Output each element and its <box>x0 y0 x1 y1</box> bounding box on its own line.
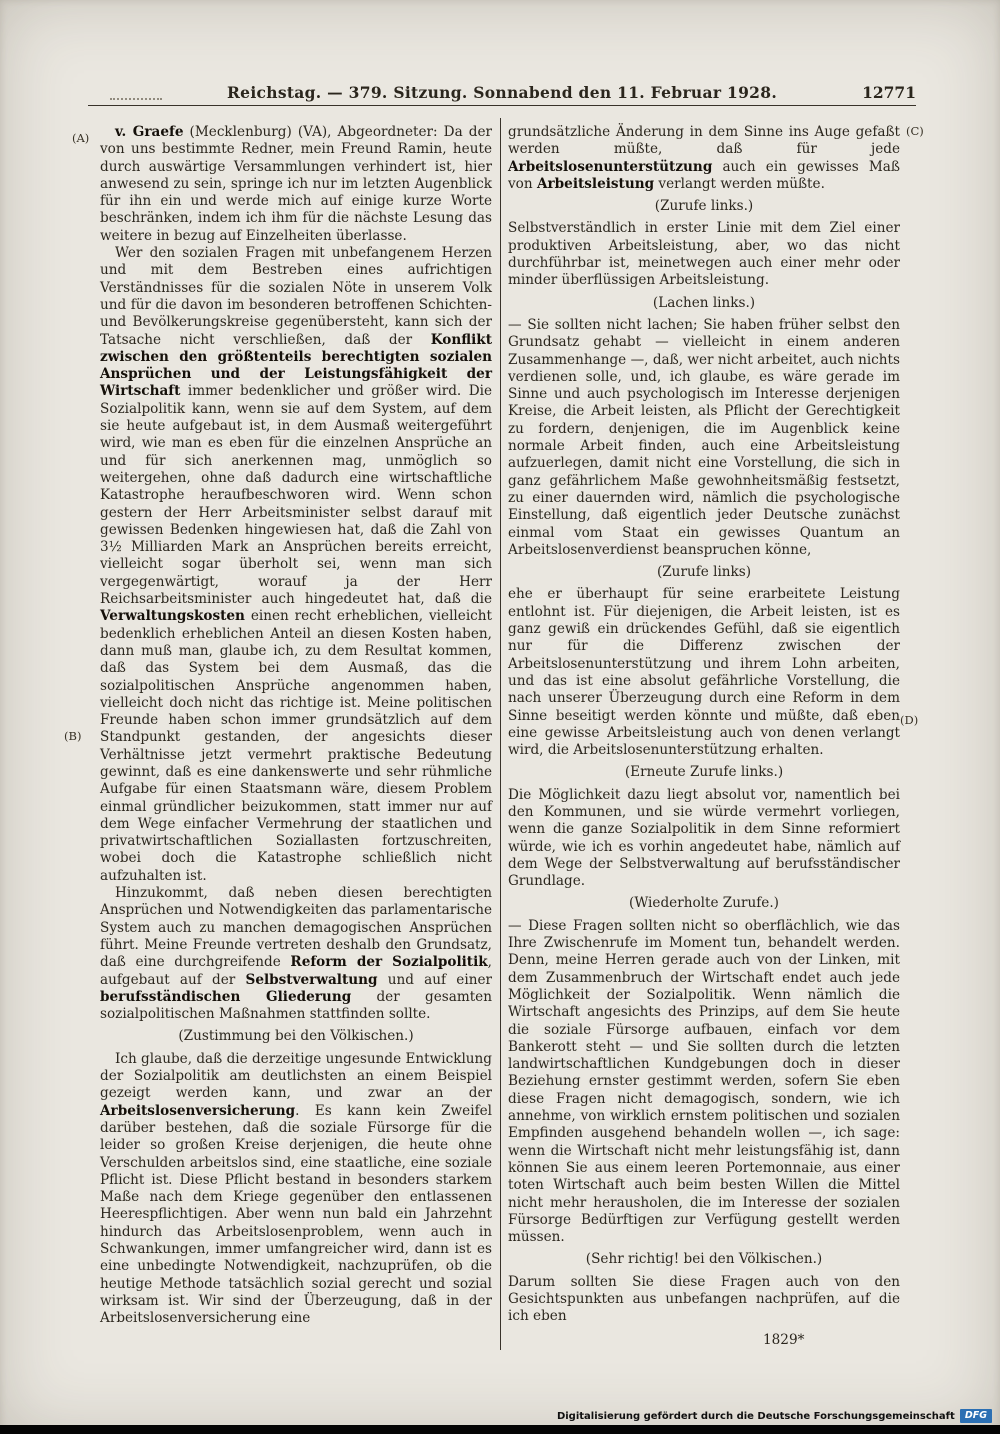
paragraph: Selbstverständlich in erster Linie mit dem Ziel einer produktiven Arbeitsleistung, aber, wo das nicht durchführbar ist, meinetwegen auch einer mehr oder minder überflüssigen Arbeitsleistung. <box>508 220 900 289</box>
interjection: (Zustimmung bei den Völkischen.) <box>178 1028 414 1045</box>
bottom-black-bar <box>0 1425 1000 1434</box>
page-header-title: Reichstag. — 379. Sitzung. Sonnabend den 11. Februar 1928. <box>226 83 778 102</box>
digitization-credit-text: Digitalisierung gefördert durch die Deutsche Forschungsgemeinschaft <box>556 1410 955 1422</box>
paragraph: — Sie sollten nicht lachen; Sie haben früher selbst den Grundsatz gehabt — vielleicht in einem anderen Zusammenhange —, daß, wer nicht arbeitet, auch nichts verdienen solle, und, ich glaube, es wäre gerade im Sinne und auch psychologisch im Interesse derjenigen Kreise, die Arbeit leisten, als Pflicht der Gerechtigkeit zu fordern, denjenigen, die im Augenblick keine normale Arbeit finden, auch eine Arbeitsleistung aufzuerlegen, damit nicht eine Vorstellung, die sich in ganz gefährlichem Maße gewohnheitsmäßig festsetzt, zu einer dauernden wird, nämlich die psychologische Einstellung, daß eigentlich jeder Deutsche zunächst einmal vom Staat ein gewisses Quantum an Arbeitslosenverdienst beanspruchen könne, <box>508 316 900 558</box>
paragraph: v. Graefe (Mecklenburg) (VA), Abgeordneter: Da der von uns bestimmte Redner, mein Freund Ramin, heute durch auswärtige Versammlungen verhindert ist, hier anwesend zu sein, springe ich nur im letzten Augenblick für ihn ein und werde mich auf einige kurze Worte beschränken, indem ich ihm für die nächste Lesung das weitere in bezug auf Einzelheiten überlasse. <box>100 124 492 244</box>
column-divider <box>500 118 501 1350</box>
margin-label-d: (D) <box>900 713 919 727</box>
margin-label-b: (B) <box>64 729 82 743</box>
interjection: (Zurufe links) <box>656 564 752 581</box>
interjection: (Wiederholte Zurufe.) <box>629 895 779 912</box>
paragraph: Darum sollten Sie diese Fragen auch von den Gesichtspunkten aus unbefangen nachprüfen, auf die ich eben <box>508 1273 900 1325</box>
paragraph: Hinzukommt, daß neben diesen berechtigten Ansprüchen und Notwendigkeiten das parlamentarische System auch zu manchen demagogischen Ansprüchen führt. Meine Freunde vertreten deshalb den Grundsatz, daß eine durchgreifende Reform der Sozialpolitik, aufgebaut auf der Selbstverwaltung und auf einer berufsständischen Gliederung der gesamten sozialpolitischen Maßnahmen stattfinden sollte. <box>100 885 492 1023</box>
margin-label-a: (A) <box>72 131 90 145</box>
left-column <box>100 124 492 1327</box>
digitization-credit-row <box>557 1409 992 1423</box>
interjection: (Erneute Zurufe links.) <box>624 764 784 781</box>
paragraph: grundsätzliche Änderung in dem Sinne ins Auge gefaßt werden müßte, daß für jede Arbeitslosenunterstützung auch ein gewisses Maß von Arbeitsleistung verlangt werden müßte. <box>508 124 900 192</box>
paragraph: Ich glaube, daß die derzeitige ungesunde Entwicklung der Sozialpolitik am deutlichsten an einem Beispiel gezeigt werden kann, und zwar an der Arbeitslosenversicherung. Es kann kein Zweifel darüber bestehen, daß die soziale Fürsorge für die leider so großen Kreise derjenigen, die heute ohne Verschulden arbeitslos sind, eine staatliche, eine soziale Pflicht ist. Diese Pflicht bestand in besonders starkem Maße nach dem Kriege gegenüber den entlassenen Heerespflichtigen. Aber wenn nun bald ein Jahrzehnt hindurch das Arbeitslosenproblem, wenn auch in Schwankungen, immer umfangreicher wird, dann ist es eine unbedingte Notwendigkeit, nachzuprüfen, ob die heutige Methode tatsächlich sozial gerecht und sozial wirksam ist. Wir sind der Überzeugung, daß in der Arbeitslosenversicherung eine <box>100 1050 493 1327</box>
catchword: 1829* <box>763 1331 805 1348</box>
scan-artifact <box>110 98 162 100</box>
page-number: 12771 <box>862 83 916 102</box>
interjection: (Zurufe links.) <box>654 198 754 215</box>
right-column <box>508 124 900 1349</box>
dfg-logo: DFG <box>960 1409 992 1423</box>
interjection: (Lachen links.) <box>652 294 756 311</box>
paragraph: Die Möglichkeit dazu liegt absolut vor, namentlich bei den Kommunen, und sie würde vermehrt vorliegen, wenn die ganze Sozialpolitik in dem Sinne reformiert würde, wie ich es vorhin angedeutet habe, nämlich auf dem Wege der Selbstverwaltung auf berufsständischer Grundlage. <box>508 786 900 890</box>
paragraph: ehe er überhaupt für seine erarbeitete Leistung entlohnt ist. Für diejenigen, die Arbeit leisten, ist es ganz gewiß ein drückendes Gefühl, daß sie eigentlich nur für die Differenz zwischen der Arbeitslosenunterstützung und ihrem Lohn arbeiten, und das ist eine absolut gefährliche Vorstellung, die nach unserer Überzeugung durch eine Reform in dem Sinne beseitigt werden könnte und müßte, daß eben eine gewisse Arbeitsleistung auch von denen verlangt wird, die Arbeitslosenunterstützung erhalten. <box>508 586 900 759</box>
paragraph: — Diese Fragen sollten nicht so oberflächlich, wie das Ihre Zwischenrufe im Moment tun, behandelt werden. Denn, meine Herren gerade auch von der Linken, mit dem Zusammenbruch der Wirtschaft endet auch jede Möglichkeit der Sozialpolitik. Wenn nämlich die Wirtschaft angesichts des Prinzips, auf dem Sie heute die soziale Fürsorge aufbauen, einfach vor dem Bankerott steht — und Sie sollten durch die letzten landwirtschaftlichen Kundgebungen doch in dieser Beziehung ernster gestimmt werden, sofern Sie eben diese Fragen nicht demagogisch, sondern, wie ich annehme, von wirklich ernstem politischen und sozialen Empfinden ausgehend behandeln wollen —, ich sage: wenn die Wirtschaft nicht mehr leistungsfähig ist, dann können Sie aus einem leeren Portemonnaie, aus einer toten Wirtschaft auch beim besten Willen die Mittel nicht mehr herausholen, die im Interesse der sozialen Fürsorge Bedürftigen zur Verfügung gestellt werden müssen. <box>508 917 900 1246</box>
paragraph: Wer den sozialen Fragen mit unbefangenem Herzen und mit dem Bestreben eines aufrichtigen Verständnisses für die sozialen Nöte in unserem Volk und für die davon im besonderen betroffenen Schichten- und Bevölkerungskreise gegenübersteht, kann sich der Tatsache nicht verschließen, daß der Konflikt zwischen den größtenteils berechtigten sozialen Ansprüchen und der Leistungsfähigkeit der Wirtschaft immer bedenklicher und größer wird. Die Sozialpolitik kann, wenn sie auf dem System, auf dem sie heute aufgebaut ist, in dem Ausmaß weitergeführt wird, wie man es eben für die einzelnen Ansprüche an und für sich anerkennen mag, unmöglich so weitergehen, ohne daß dadurch eine wirtschaftliche Katastrophe heraufbeschworen wird. Wenn schon gestern der Herr Arbeitsminister selbst darauf mit gewissen Bedenken hingewiesen hat, daß die Zahl von 3½ Milliarden Mark an Ansprüchen bereits erreicht, vielleicht sogar überholt sei, wenn man sich vergegenwärtigt, worauf ja der Herr Reichsarbeitsminister auch hingedeutet hat, daß die Verwaltungskosten einen recht erheblichen, vielleicht bedenklich erheblichen Anteil an diesen Kosten haben, dann muß man, glaube ich, zu dem Resultat kommen, daß das System bei dem Ausmaß, das die sozialpolitischen Ansprüche angenommen haben, vielleicht doch nicht das richtige ist. Meine politischen Freunde haben schon immer grundsätzlich auf dem Standpunkt gestanden, der angesichts dieser Verhältnisse jetzt vermehrt praktische Bedeutung gewinnt, daß es eine dankenswerte und sehr rühmliche Aufgabe für einen Staatsmann wäre, diesem Problem einmal gründlicher beizukommen, statt immer nur auf dem Wege einfacher Vermehrung der staatlichen und privatwirtschaftlichen Soziallasten fortzuschreiten, wobei doch die Katastrophe schließlich nicht aufzuhalten ist. <box>100 245 492 884</box>
interjection: (Sehr richtig! bei den Völkischen.) <box>585 1251 823 1268</box>
margin-label-c: (C) <box>906 124 924 138</box>
header-rule <box>88 105 916 106</box>
